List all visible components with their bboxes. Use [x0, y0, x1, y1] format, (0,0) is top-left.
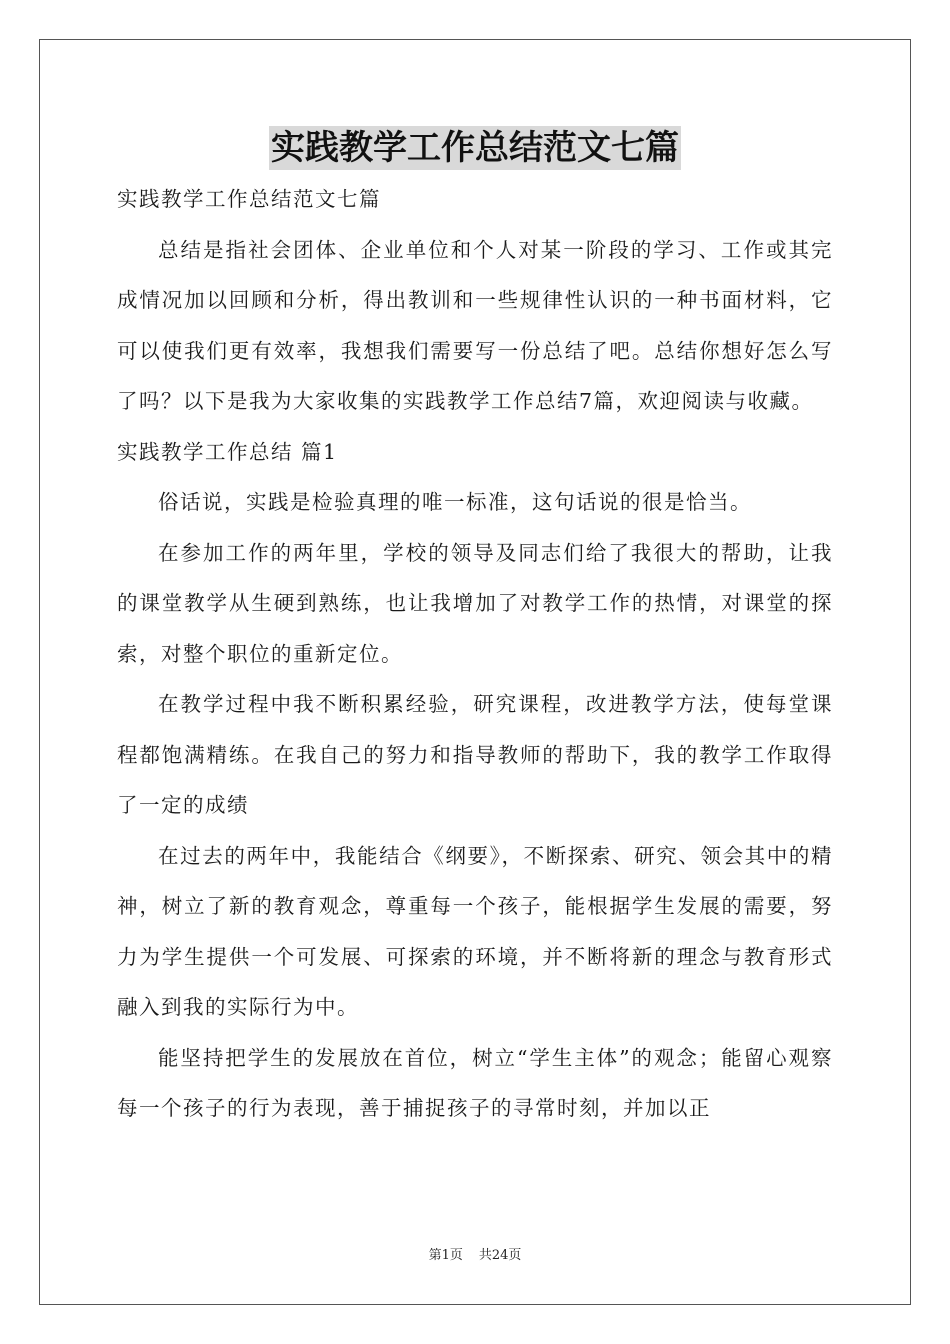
page-number: 第1页 — [428, 1248, 463, 1263]
body-paragraph: 在过去的两年中，我能结合《纲要》，不断探索、研究、领会其中的精神，树立了新的教育观念，尊重每一个孩子，能根据学生发展的需要，努力为学生提供一个可发展、可探索的环境，并不断将新的理念与教育形式融入到我的实际行为中。 — [117, 843, 833, 1019]
title-container — [0, 126, 950, 170]
document-body — [117, 174, 833, 1134]
body-paragraph: 在参加工作的两年里，学校的领导及同志们给了我很大的帮助，让我的课堂教学从生硬到熟练，也让我增加了对教学工作的热情，对课堂的探索，对整个职位的重新定位。 — [117, 540, 833, 666]
intro-paragraph: 总结是指社会团体、企业单位和个人对某一阶段的学习、工作或其完成情况加以回顾和分析，得出教训和一些规律性认识的一种书面材料，它可以使我们更有效率，我想我们需要写一份总结了吧。总结你想好怎么写了吗？以下是我为大家收集的实践教学工作总结7篇，欢迎阅读与收藏。 — [117, 237, 833, 413]
body-paragraph: 俗话说，实践是检验真理的唯一标准，这句话说的很是恰当。 — [158, 490, 752, 514]
page-total: 共24页 — [478, 1248, 522, 1263]
section-heading: 实践教学工作总结 篇1 — [117, 439, 338, 464]
body-paragraph: 能坚持把学生的发展放在首位，树立“学生主体”的观念；能留心观察每一个孩子的行为表现，善于捕捉孩子的寻常时刻，并加以正 — [117, 1045, 833, 1120]
page-footer — [0, 1247, 950, 1265]
body-paragraph: 在教学过程中我不断积累经验，研究课程，改进教学方法，使每堂课程都饱满精练。在我自己的努力和指导教师的帮助下，我的教学工作取得了一定的成绩 — [117, 692, 833, 817]
document-title: 实践教学工作总结范文七篇 — [271, 128, 679, 168]
subtitle-paragraph: 实践教学工作总结范文七篇 — [117, 187, 381, 211]
